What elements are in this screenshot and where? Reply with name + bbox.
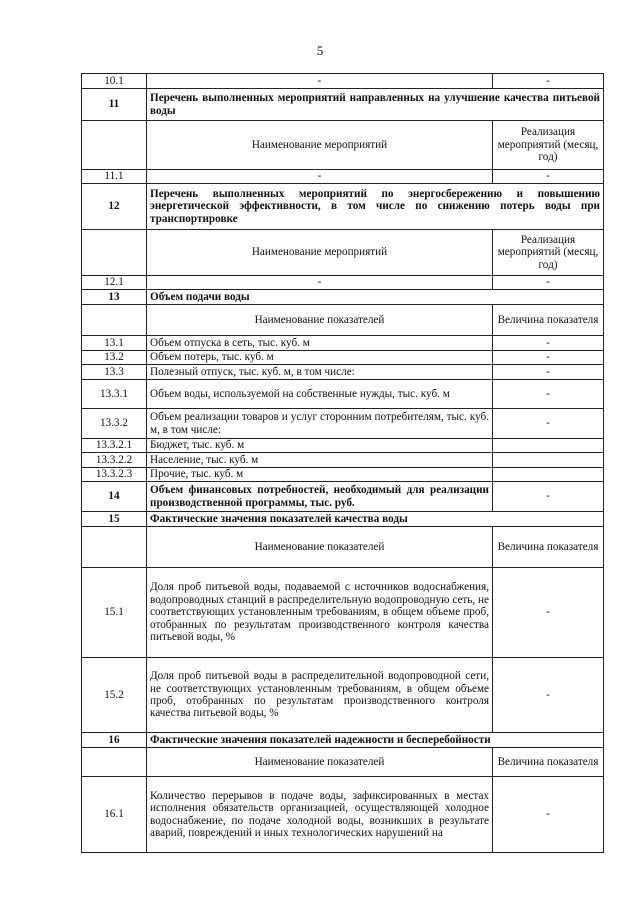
row-value: - (493, 74, 604, 89)
row-text: - (147, 276, 493, 290)
column-header-name: Наименование мероприятий (147, 230, 493, 276)
empty-cell (82, 121, 147, 170)
section-number: 15 (82, 512, 147, 527)
section-title: Фактические значения показателей надежности и бесперебойности (147, 733, 604, 748)
table-row (82, 527, 604, 568)
column-header-value: Реализация мероприятий (месяц, год) (493, 230, 604, 276)
table-row (82, 121, 604, 170)
row-value: - (493, 409, 604, 439)
section-title: Фактические значения показателей качества воды (147, 512, 604, 527)
column-header-name: Наименование показателей (147, 305, 493, 336)
column-header-name: Наименование показателей (147, 527, 493, 568)
row-value: - (493, 380, 604, 409)
section-title: Объем финансовых потребностей, необходимый для реализации производственной программы, тыс. руб. (147, 482, 493, 512)
table-row (82, 658, 604, 733)
row-value: - (493, 568, 604, 658)
section-number: 12 (82, 184, 147, 230)
row-text: Доля проб питьевой воды в распределительной водопроводной сети, не соответствующих установленным требованиям, в общем объеме проб, отобранных по результатам производственного контроля качества питьевой воды, % (147, 658, 493, 733)
table-row (82, 351, 604, 365)
row-number: 10.1 (82, 74, 147, 89)
row-value (493, 439, 604, 453)
row-value: - (493, 777, 604, 853)
section-title: Объем подачи воды (147, 290, 604, 305)
empty-cell (82, 748, 147, 777)
row-number: 13.3.2.3 (82, 468, 147, 482)
section-number: 11 (82, 89, 147, 121)
column-header-name: Наименование показателей (147, 748, 493, 777)
row-value (493, 468, 604, 482)
row-number: 13.3.1 (82, 380, 147, 409)
table-row (82, 748, 604, 777)
column-header-value: Величина показателя (493, 748, 604, 777)
table-row (82, 777, 604, 853)
table-row (82, 74, 604, 89)
row-number: 15.2 (82, 658, 147, 733)
table-row (82, 568, 604, 658)
section-number: 16 (82, 733, 147, 748)
row-number: 11.1 (82, 170, 147, 184)
section-number: 14 (82, 482, 147, 512)
row-text: Объем отпуска в сеть, тыс. куб. м (147, 336, 493, 351)
empty-cell (82, 305, 147, 336)
row-value: - (493, 276, 604, 290)
row-number: 16.1 (82, 777, 147, 853)
row-text: Количество перерывов в подаче воды, зафиксированных в местах исполнения обязательств организацией, осуществляющей холодное водоснабжение, по подаче холодной воды, возникших в результате аварий, повреждений и иных технологических нарушений на (147, 777, 493, 853)
row-number: 13.1 (82, 336, 147, 351)
column-header-name: Наименование мероприятий (147, 121, 493, 170)
row-number: 13.3 (82, 365, 147, 380)
row-text: Прочие, тыс. куб. м (147, 468, 493, 482)
row-value: - (493, 482, 604, 512)
row-value (493, 453, 604, 468)
row-text: - (147, 74, 493, 89)
row-text: Доля проб питьевой воды, подаваемой с источников водоснабжения, водопроводных станций в распределительную водопроводную сеть, не соответствующих установленным требованиям, в общем объеме проб, отобранных по результатам производственного контроля качества питьевой воды, % (147, 568, 493, 658)
section-title: Перечень выполненных мероприятий по энергосбережению и повышению энергетической эффективности, в том числе по снижению потерь воды при транспортировке (147, 184, 604, 230)
row-text: Объем реализации товаров и услуг сторонним потребителям, тыс. куб. м, в том числе: (147, 409, 493, 439)
row-text: - (147, 170, 493, 184)
table-row (82, 276, 604, 290)
table-row (82, 170, 604, 184)
table-row (82, 336, 604, 351)
table-row (82, 380, 604, 409)
section-title: Перечень выполненных мероприятий направленных на улучшение качества питьевой воды (147, 89, 604, 121)
row-text: Население, тыс. куб. м (147, 453, 493, 468)
row-value: - (493, 658, 604, 733)
table-row (82, 468, 604, 482)
row-text: Объем потерь, тыс. куб. м (147, 351, 493, 365)
table-row (82, 230, 604, 276)
table-row (82, 89, 604, 121)
table-row (82, 290, 604, 305)
row-value: - (493, 170, 604, 184)
row-number: 13.2 (82, 351, 147, 365)
row-value: - (493, 365, 604, 380)
row-number: 15.1 (82, 568, 147, 658)
row-text: Полезный отпуск, тыс. куб. м, в том числе: (147, 365, 493, 380)
table-row (82, 512, 604, 527)
column-header-value: Величина показателя (493, 527, 604, 568)
row-value: - (493, 336, 604, 351)
table-row (82, 365, 604, 380)
table-row (82, 409, 604, 439)
row-number: 13.3.2 (82, 409, 147, 439)
empty-cell (82, 527, 147, 568)
section-number: 13 (82, 290, 147, 305)
empty-cell (82, 230, 147, 276)
row-number: 12.1 (82, 276, 147, 290)
table-row (82, 184, 604, 230)
row-number: 13.3.2.2 (82, 453, 147, 468)
column-header-value: Величина показателя (493, 305, 604, 336)
table-row (82, 305, 604, 336)
program-table (81, 73, 604, 853)
row-number: 13.3.2.1 (82, 439, 147, 453)
column-header-value: Реализация мероприятий (месяц, год) (493, 121, 604, 170)
table-row (82, 439, 604, 453)
page-number: 5 (316, 43, 324, 58)
row-value: - (493, 351, 604, 365)
table-row (82, 453, 604, 468)
row-text: Бюджет, тыс. куб. м (147, 439, 493, 453)
row-text: Объем воды, используемой на собственные нужды, тыс. куб. м (147, 380, 493, 409)
table-row (82, 482, 604, 512)
table-row (82, 733, 604, 748)
